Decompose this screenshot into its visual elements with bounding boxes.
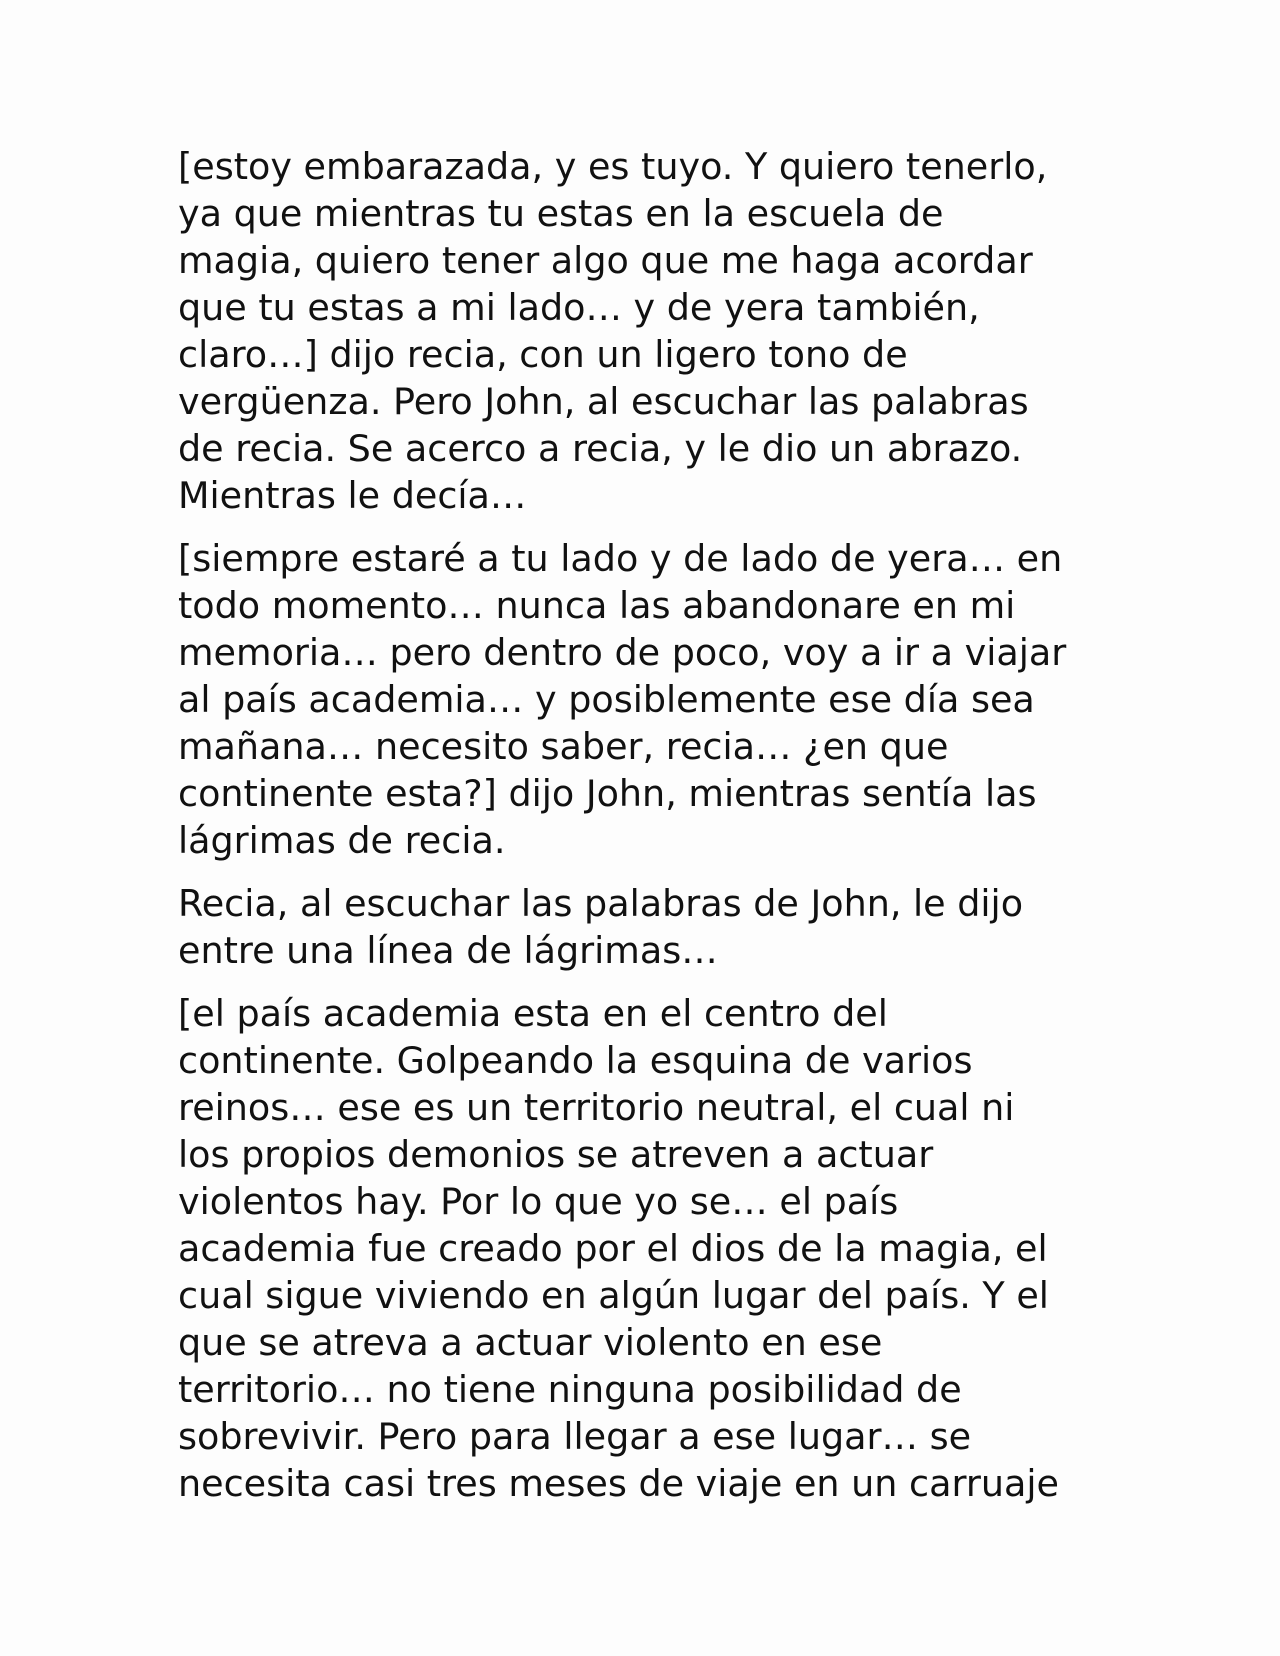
text-line: reinos… ese es un territorio neutral, el cual ni xyxy=(178,1086,1015,1129)
text-line: los propios demonios se atreven a actuar xyxy=(178,1133,934,1176)
text-line: que se atreva a actuar violento en ese xyxy=(178,1321,883,1364)
text-line: que tu estas a mi lado… y de yera también, xyxy=(178,286,980,329)
text-line: magia, quiero tener algo que me haga acordar xyxy=(178,239,1033,282)
text-line: cual sigue viviendo en algún lugar del país. Y el xyxy=(178,1274,1049,1317)
document-page xyxy=(178,143,1118,1523)
text-line: lágrimas de recia. xyxy=(178,819,506,862)
text-line: de recia. Se acerco a recia, y le dio un abrazo. xyxy=(178,427,1023,470)
paragraph-1 xyxy=(178,143,1118,519)
text-line: necesita casi tres meses de viaje en un carruaje xyxy=(178,1462,1059,1505)
text-line: [el país academia esta en el centro del xyxy=(178,992,888,1035)
text-line: todo momento… nunca las abandonare en mi xyxy=(178,584,1016,627)
text-line: continente esta?] dijo John, mientras sentía las xyxy=(178,772,1037,815)
text-line: [siempre estaré a tu lado y de lado de yera… en xyxy=(178,537,1063,580)
text-line: academia fue creado por el dios de la magia, el xyxy=(178,1227,1048,1270)
text-line: violentos hay. Por lo que yo se… el país xyxy=(178,1180,899,1223)
text-line: [estoy embarazada, y es tuyo. Y quiero tenerlo, xyxy=(178,145,1048,188)
text-line: Recia, al escuchar las palabras de John, le dijo xyxy=(178,882,1024,925)
paragraph-2 xyxy=(178,535,1118,864)
text-line: ya que mientras tu estas en la escuela de xyxy=(178,192,944,235)
text-line: Mientras le decía… xyxy=(178,474,527,517)
text-line: claro…] dijo recia, con un ligero tono de xyxy=(178,333,908,376)
text-line: continente. Golpeando la esquina de varios xyxy=(178,1039,973,1082)
paragraph-4 xyxy=(178,990,1118,1507)
text-line: memoria… pero dentro de poco, voy a ir a viajar xyxy=(178,631,1067,674)
text-line: al país academia… y posiblemente ese día sea xyxy=(178,678,1035,721)
text-line: sobrevivir. Pero para llegar a ese lugar… se xyxy=(178,1415,972,1458)
text-line: entre una línea de lágrimas… xyxy=(178,929,718,972)
text-line: vergüenza. Pero John, al escuchar las palabras xyxy=(178,380,1029,423)
text-line: territorio… no tiene ninguna posibilidad de xyxy=(178,1368,962,1411)
paragraph-3 xyxy=(178,880,1118,974)
text-line: mañana… necesito saber, recia… ¿en que xyxy=(178,725,949,768)
